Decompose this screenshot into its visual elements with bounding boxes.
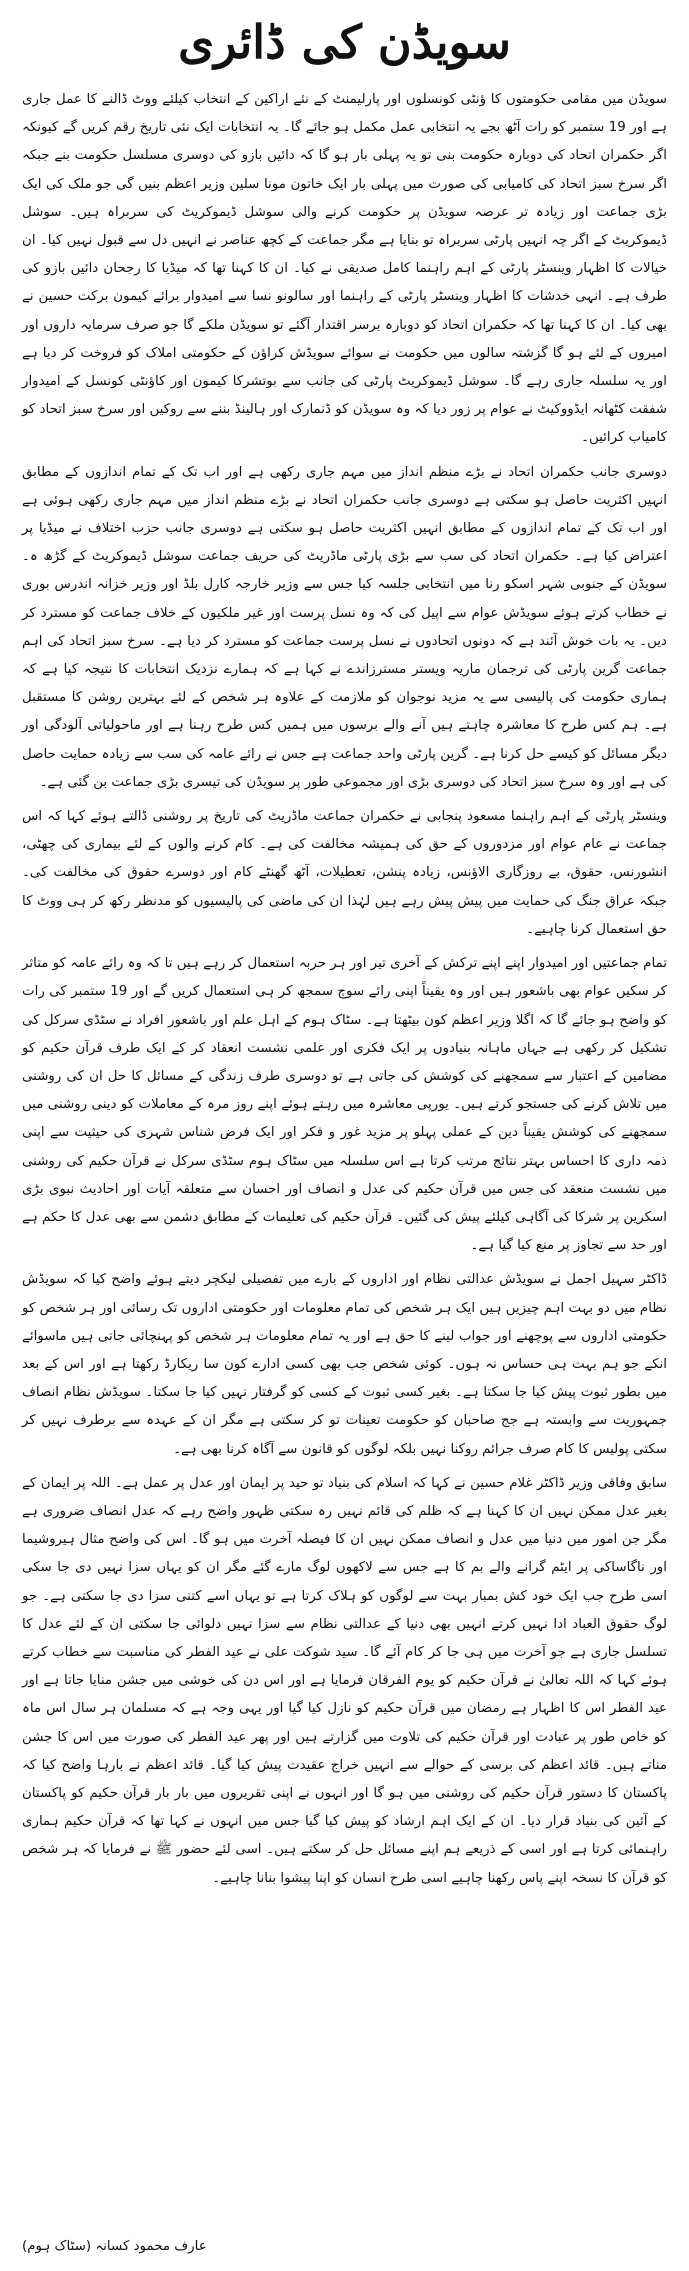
paragraph: وینسٹر پارٹی کے اہم راہنما مسعود پنجابی نے حکمران جماعت ماڈریٹ کی تاریخ پر روشنی ڈالتے ہوئے کہا کہ اس جماعت نے عام عوام اور مزدوروں کے حق کی ہمیشہ مخالفت کی ہے۔ کام کرنے والوں کے لئے بیماری کی چھٹی، انشورنس، حقوق، بے روزگاری الاؤنس، زیادہ پنشن، تعطیلات، آٹھ گھنٹے کام اور دوسرے حقوق کی مخالفت کی۔ جبکہ عراق جنگ کی حمایت میں پیش پیش رہے ہیں لہٰذا ان کی ماضی کی پالیسیوں کو مدنظر رکھ کر ہی ووٹ کا حق استعمال کرنا چاہیے۔ (22, 809, 667, 937)
paragraph: سابق وفاقی وزیر ڈاکٹر غلام حسین نے کہا کہ اسلام کی بنیاد تو حید پر ایمان اور عدل پر عمل ہے۔ اللہ پر ایمان کے بغیر عدل ممکن نہیں ان کا کہنا ہے کہ ظلم کی قائم نہیں رہ سکتی ظہور واضح رہے کہ عدل انصاف ضروری ہے مگر جن امور میں دنیا میں عدل و انصاف ممکن نہیں ان کا فیصلہ آخرت میں ہو گا۔ اس کی واضح مثال ہیروشیما اور ناگاساکی پر ایٹم گرانے والے بم کا ہے جس سے لاکھوں لوگ مارے گئے مگر ان کو یہاں سزا نہیں دی جا سکی اسی طرح جب ایک خود کش بمبار بہت سے لوگوں کو ہلاک کرتا ہے تو یہاں اسے کتنی سزا دی جا سکتی ہے۔ جو لوگ حقوق العباد ادا نہیں کرتے انہیں بھی دنیا کے عدالتی نظام سے سزا نہیں دلوائی جا سکتی ان کے لئے عدل کا تسلسل جاری ہے جو آخرت میں ہی جا کر کام آئے گا۔ سید شوکت علی نے عید الفطر کی مناسبت سے خطاب کرتے ہوئے کہا کہ اللہ تعالیٰ نے قرآن حکیم کو یوم الفرقان فرمایا ہے اور اس دن کی خوشی میں جشن منایا جاتا ہے اور عید الفطر اس کا اظہار ہے رمضان میں قرآن حکیم کو نازل کیا گیا اور یہی وجہ ہے کہ مسلمان ہر سال اس ماہ کو خاص طور پر عبادت اور قرآن حکیم کی تلاوت میں گزارتے ہیں اور پھر عید الفطر کی صورت میں اس کا جشن مناتے ہیں۔ قائد اعظم کی برسی کے حوالے سے انہیں خراج عقیدت پیش کیا گیا۔ قائد اعظم نے بارہا واضح کیا کہ پاکستان کا دستور قرآن حکیم کی روشنی میں ہو گا اور انہوں نے اپنی تقریروں میں بار بار قرآن حکیم کو پاکستان کے آئین کی بنیاد قرار دیا۔ ان کے ایک اہم ارشاد کو پیش کیا گیا جس میں انہوں نے کہا تھا کہ قرآن حکیم ہماری راہنمائی کرتا ہے اور اسی کے ذریعے ہم اپنے مسائل حل کر سکتے ہیں۔ اسی لئے حضور ﷺ نے فرمایا کہ ہر شخص کو قرآن کا نسخہ اپنے پاس رکھنا چاہیے اسی طرح انسان کو اپنا پیشوا بنانا چاہیے۔ (22, 1475, 667, 1886)
paragraph: ڈاکٹر سہیل اجمل نے سویڈش عدالتی نظام اور اداروں کے بارے میں تفصیلی لیکچر دیتے ہوئے واضح کیا کہ سویڈش نظام میں دو بہت اہم چیزیں ہیں ایک ہر شخص کی تمام معلومات اور حکومتی اداروں تک رسائی اور ہر شخص کو حکومتی اداروں سے پوچھنے اور جواب لینے کا حق ہے اور یہ تمام معلومات ہر شخص کو پہنچائی جاتی ہیں ماسوائے انکے جو ہم بہت ہی حساس نہ ہوں۔ کوئی شخص جب بھی کسی ادارے کون سا ریکارڈ رکھتا ہے اور اس کے بعد میں بطور ثبوت پیش کیا جا سکتا ہے۔ بغیر کسی ثبوت کے کسی کو گرفتار نہیں کیا جا سکتا۔ سویڈش نظام انصاف جمہوریت سے وابستہ ہے جج صاحبان کو حکومت تعینات تو کر سکتی ہے مگر ان کے عہدہ سے برطرف نہیں کر سکتی پولیس کا کام صرف جرائم روکنا نہیں بلکہ لوگوں کو قانون سے آگاہ کرنا بھی ہے۔ (22, 1272, 667, 1457)
paragraph: دوسری جانب حکمران اتحاد نے بڑے منظم انداز میں مہم جاری رکھی ہے اور اب تک کے تمام اندازوں کے مطابق انہیں اکثریت حاصل ہو سکتی ہے دوسری جانب حکمران اتحاد نے بڑے منظم انداز میں مہم جاری رکھی ہوئی ہے اور اب تک کے تمام اندازوں کے مطابق انہیں اکثریت حاصل ہو سکتی ہے دوسری جانب حزب اختلاف نے میڈیا پر اعتراض کیا ہے۔ حکمران اتحاد کی سب سے بڑی پارٹی ماڈریٹ کی حریف جماعت سوشل ڈیموکریٹ کے گڑھ ہ۔ سویڈن کے جنوبی شہر اسکو رنا میں انتخابی جلسہ کیا جس سے وزیر خارجہ کارل بلڈ اور وزیر خزانہ اندرس بوری نے خطاب کرتے ہوئے سویڈش عوام سے اپیل کی کہ وہ نسل پرست اور غیر ملکیوں کے خلاف جماعت کو مسترد کر دیں۔ یہ بات خوش آئند ہے کہ دونوں اتحادوں نے نسل پرست جماعت کو مسترد کر دیا ہے۔ سرخ سبز اتحاد کی اہم جماعت گرین پارٹی کی ترجمان ماریہ ویستر مسترزاندے نے کہا ہے کہ ہمارے نزدیک انتخابات کا نتیجہ کیا ہے کہ ہماری حکومت کی پالیسی سے یہ مزید نوجوان کو ملازمت کے علاوہ ہر شخص کے لئے بہترین روشن کا مستقبل ہے۔ ہم کس طرح کا معاشرہ چاہتے ہیں آنے والے برسوں میں ہمیں کس طرح رہنا ہے اور ماحولیاتی آلودگی اور دیگر مسائل کو کیسے حل کرنا ہے۔ گرین پارٹی واحد جماعت ہے جس نے رائے عامہ کی سب سے زیادہ حمایت حاصل کی ہے اور وہ سرخ سبز اتحاد کی دوسری بڑی اور مجموعی طور پر سویڈن کی تیسری بڑی جماعت بن گئی ہے۔ (22, 464, 667, 790)
paragraph: سویڈن میں مقامی حکومتوں کا ؤنٹی کونسلوں اور پارلیمنٹ کے نئے اراکین کے انتخاب کیلئے ووٹ ڈالنے کا عمل جاری ہے اور 19 ستمبر کو رات آٹھ بجے یہ انتخابی عمل مکمل ہو جائے گا۔ یہ انتخابات ایک نئی تاریخ رقم کریں گے کیونکہ اگر حکمران اتحاد کی دوبارہ حکومت بنی تو یہ پہلی بار ہو گا کہ دائیں بازو کی دوسری مسلسل حکومت بنے جبکہ اگر سرخ سبز اتحاد کی کامیابی کی صورت میں پہلی بار ایک خاتون مونا سلین وزیر اعظم بنیں گی جو ملک کی ایک بڑی جماعت اور زیادہ تر عرصہ سویڈن پر حکومت کرنے والی سوشل ڈیموکریٹ کی سربراہ ہیں۔ سوشل ڈیموکریٹ کے اگر چہ انہیں پارٹی سربراہ تو بنایا ہے مگر جماعت کے کچھ عناصر نے انہیں دل سے قبول نہیں کیا۔ ان خیالات کا اظہار وینسٹر پارٹی کے اہم راہنما کامل صدیقی نے کیا۔ ان کا کہنا تھا کہ میڈیا کا رجحان دائیں بازو کی طرف ہے۔ انہی خدشات کا اظہار وینسٹر پارٹی کے راہنما اور سالونو نسا سے امیدوار برائے کیمون برکت حسین نے بھی کیا۔ ان کا کہنا تھا کہ حکمران اتحاد کو دوبارہ برسر اقتدار آگئے تو سویڈن ملکے گا جو صرف سرمایہ داروں اور امیروں کے لئے ہو گا گزشتہ سالوں میں حکومت نے سوائے سویڈش کراؤن کے حکومتی املاک کو فروخت کر دیا ہے اور یہ سلسلہ جاری رہے گا۔ سوشل ڈیموکریٹ پارٹی کی جانب سے بوتشرکا کیمون اور کاؤنٹی کونسل کے امیدوار شفقت کٹھانہ ایڈووکیٹ نے عوام پر زور دیا کہ وہ سویڈن کو ڈنمارک اور ہالینڈ بننے سے روکیں اور سرخ سبز اتحاد کو کامیاب کرائیں۔ (22, 92, 667, 446)
paragraph: تمام جماعتیں اور امیدوار اپنے اپنے ترکش کے آخری تیر اور ہر حربہ استعمال کر رہے ہیں تا کہ وہ رائے عامہ کو متاثر کر سکیں عوام بھی باشعور ہیں اور وہ یقیناً اپنی رائے سوچ سمجھ کر ہی استعمال کریں گے اور 19 ستمبر کی رات کو واضح ہو جائے گا کہ اگلا وزیر اعظم کون بیٹھتا ہے۔ سٹاک ہوم کے اہل علم اور باشعور افراد نے سٹڈی سرکل کی تشکیل کر رکھی ہے جہاں ماہانہ بنیادوں پر ایک فکری اور علمی نشست انعقاد کر کے ایک طرف قرآن حکیم کو مضامین کے اعتبار سے سمجھنے کی کوشش کی جاتی ہے تو دوسری طرف زندگی کے مسائل کا حل ان کی روشنی میں تلاش کرنے کی جستجو کرتے ہیں۔ یورپی معاشرہ میں رہتے ہوئے اپنے روز مرہ کے معاملات کو دینی روشنی میں سمجھنے کی کوشش یقیناً دین کے عملی پہلو پر مزید غور و فکر اور ایک فرض شناس شہری کی حیثیت سے اپنی ذمہ داری کا احساس بہتر نتائج مرتب کرتا ہے اس سلسلہ میں سٹاک ہوم سٹڈی سرکل نے قرآن حکیم کی روشنی میں نشست منعقد کی جس میں قرآن حکیم کی عدل و انصاف اور احسان سے متعلقہ آیات اور احادیث نبوی بڑی اسکرین پر شرکا کی آگاہی کیلئے پیش کی گئیں۔ قرآن حکیم کی تعلیمات کے مطابق دشمن سے بھی عدل کا حکم ہے اور حد سے تجاوز پر منع کیا گیا ہے۔ (22, 956, 667, 1254)
author-byline: عارف محمود کسانہ (سٹاک ہوم) (22, 2239, 207, 2254)
column-title: سویڈن کی ڈائری (178, 15, 511, 69)
article-body (22, 86, 667, 1893)
